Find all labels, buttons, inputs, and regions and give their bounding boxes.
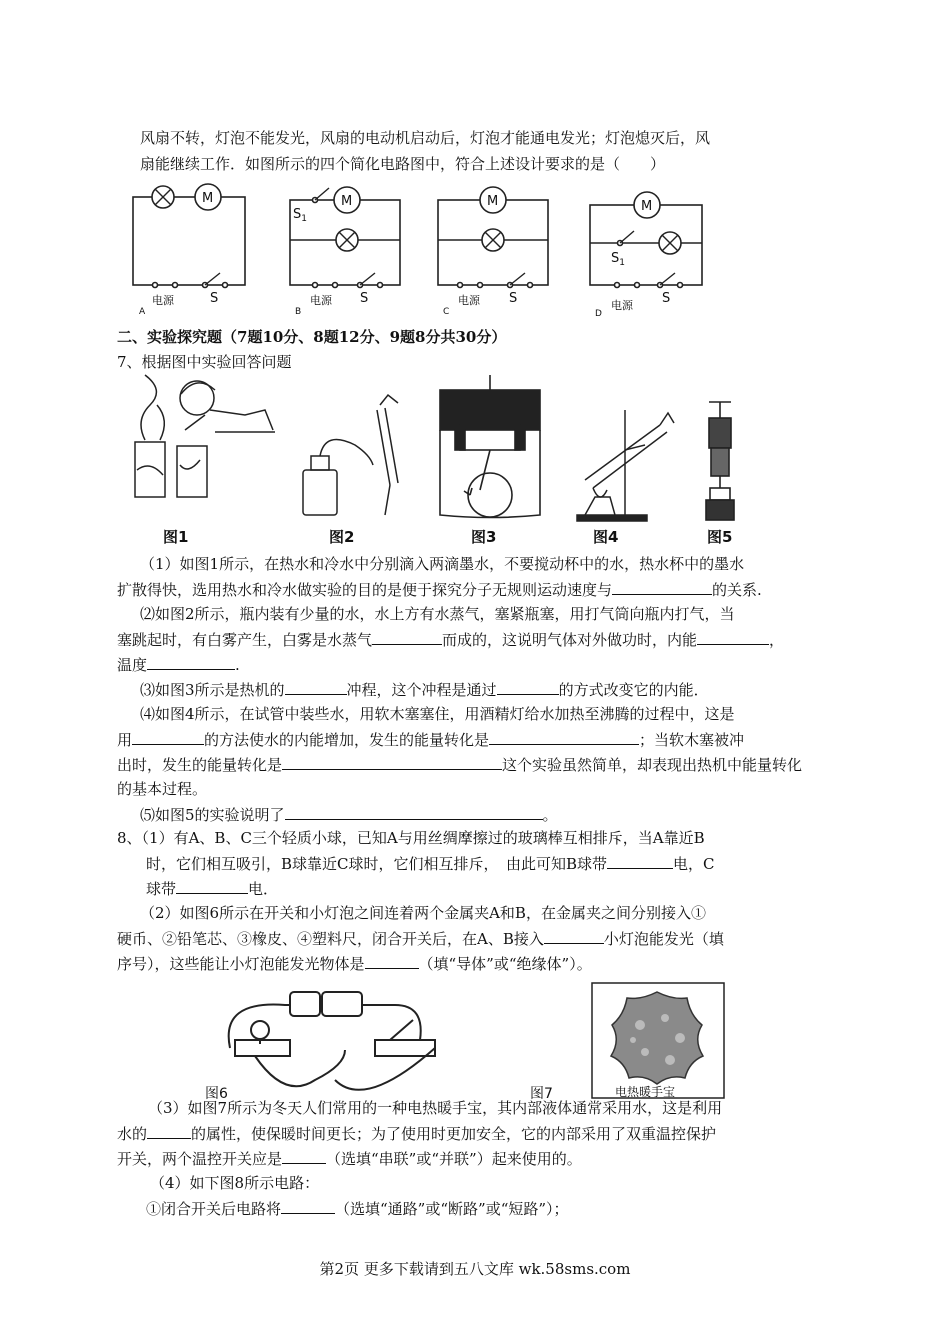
hand-warmer-image [611, 992, 703, 1084]
switch-label-a: S [210, 291, 219, 306]
q7-stem: 7、根据图中实验回答问题 [117, 353, 292, 371]
answer-blank[interactable] [612, 579, 712, 595]
q8-part3-line1: （3）如图7所示为冬天人们常用的一种电热暖手宝，其内部液体通常采用水，这是利用 [148, 1099, 723, 1117]
fig3-illustration [440, 375, 540, 518]
section-heading: 二、实验探究题（7题10分、8题12分、9题8分共30分） [117, 328, 507, 346]
answer-blank[interactable] [281, 1198, 335, 1214]
q7-part2-line3: 温度 . [117, 656, 240, 674]
q7-part4-line2: 用 的方法使水的内能增加，发生的能量转化是 ；当软木塞被冲 [117, 731, 745, 749]
source-label-d: 电源 [611, 299, 633, 312]
q7-part3: ⑶如图3所示是热机的 冲程，这个冲程是通过 的方式改变它的内能． [140, 681, 709, 699]
answer-blank[interactable] [497, 679, 559, 695]
fig5-illustration [706, 402, 734, 520]
q8-part3-line2: 水的 的属性，使保暖时间更长；为了使用时更加安全，它的内部采用了双重温控保护 [117, 1125, 717, 1143]
fig4-label: 图4 [593, 528, 619, 546]
q8-part1-line1: 8、（1）有A、B、C三个轻质小球，已知A与用丝绸摩擦过的玻璃棒互相排斥，当A靠近B [117, 829, 705, 847]
q6-text-line2: 扇能继续工作．如图所示的四个简化电路图中，符合上述设计要求的是（ ） [140, 155, 666, 173]
fig2-illustration [303, 395, 398, 515]
answer-blank[interactable] [607, 853, 673, 869]
q8-part3-line3: 开关，两个温控开关应是 （选填“串联”或“并联”）起来使用的。 [117, 1150, 582, 1168]
q7-part4-line3: 出时，发生的能量转化是 这个实验虽然简单，却表现出热机中能量转化 [117, 756, 803, 774]
s1-label-d: $S_1$ [611, 251, 625, 268]
page-footer: 第2页 更多下载请到五八文库 wk.58sms.com [319, 1260, 631, 1278]
motor-label-d: M [641, 199, 653, 214]
motor-label-a: M [202, 191, 214, 206]
fig7-caption: 电热暖手宝 [615, 1085, 676, 1099]
fig6-circuit [229, 992, 435, 1090]
s1-label-b: $S_1$ [293, 207, 307, 224]
fig7-label: 图7 [530, 1086, 553, 1100]
q8-part1-line3: 球带 电． [146, 880, 279, 898]
answer-blank[interactable] [697, 629, 769, 645]
answer-blank[interactable] [372, 629, 442, 645]
option-b-label: B [295, 307, 302, 317]
q8-part2-line3: 序号），这些能让小灯泡能发光物体是 （填“导体”或“绝缘体”）。 [117, 955, 592, 973]
answer-blank[interactable] [285, 679, 347, 695]
answer-blank[interactable] [489, 729, 639, 745]
q8-part4-line2: ①闭合开关后电路将 （选填“通路”或“断路”或“短路”）； [146, 1200, 569, 1218]
q7-part2-line2: 塞跳起时，有白雾产生，白雾是水蒸气 而成的，这说明气体对外做功时，内能 ， [117, 631, 785, 649]
q6-text-line1: 风扇不转，灯泡不能发光，风扇的电动机启动后，灯泡才能通电发光；灯泡熄灭后，风 [140, 129, 711, 147]
answer-blank[interactable] [544, 928, 604, 944]
answer-blank[interactable] [365, 953, 419, 969]
q7-part5: ⑸如图5的实验说明了 。 [140, 806, 558, 824]
fig3-label: 图3 [471, 528, 497, 546]
q7-part1-line2: 扩散得快，选用热水和冷水做实验的目的是便于探究分子无规则运动速度与 的关系. [117, 581, 762, 599]
answer-blank[interactable] [176, 878, 248, 894]
experiment-figures [115, 370, 775, 548]
fig5-label: 图5 [707, 528, 733, 546]
answer-blank[interactable] [132, 729, 204, 745]
fig1-illustration [135, 375, 275, 497]
answer-blank[interactable] [147, 1123, 191, 1139]
option-c-label: C [443, 307, 450, 317]
switch-label-c: S [509, 291, 518, 306]
motor-label-c: M [487, 194, 499, 209]
source-label-c: 电源 [458, 294, 480, 307]
q8-part2-line2: 硬币、②铅笔芯、③橡皮、④塑料尺，闭合开关后，在A、B接入 小灯泡能发光（填 [117, 930, 724, 948]
source-label-b: 电源 [310, 294, 332, 307]
q7-part4-line1: ⑷如图4所示，在试管中装些水，用软木塞塞住，用酒精灯给水加热至沸腾的过程中，这是 [140, 705, 735, 723]
answer-blank[interactable] [147, 654, 235, 670]
option-d-label: D [595, 309, 602, 319]
fig1-label: 图1 [163, 528, 189, 546]
fig6-label: 图6 [205, 1086, 228, 1100]
q7-part1-line1: （1）如图1所示，在热水和冷水中分别滴入两滴墨水，不要搅动杯中的水，热水杯中的墨水 [140, 555, 745, 573]
fig2-label: 图2 [329, 528, 355, 546]
q8-part1-line2: 时，它们相互吸引，B球靠近C球时，它们相互排斥， 由此可知B球带 电，C [146, 855, 715, 873]
q7-part2-line1: ⑵如图2所示，瓶内装有少量的水，水上方有水蒸气，塞紧瓶塞，用打气筒向瓶内打气，当 [140, 605, 735, 623]
q8-part2-line1: （2）如图6所示在开关和小灯泡之间连着两个金属夹A和B，在金属夹之间分别接入① [140, 904, 706, 922]
answer-blank[interactable] [282, 754, 502, 770]
option-a-label: A [139, 307, 146, 317]
circuit-options-figure [125, 180, 715, 320]
source-label-a: 电源 [152, 294, 174, 307]
answer-blank[interactable] [285, 804, 543, 820]
q7-part4-line4: 的基本过程。 [117, 780, 208, 798]
switch-label-b: S [360, 291, 369, 306]
switch-label-d: S [662, 291, 671, 306]
motor-label-b: M [341, 194, 353, 209]
fig4-illustration [577, 410, 674, 521]
q8-part4-line1: （4）如下图8所示电路： [150, 1174, 320, 1192]
answer-blank[interactable] [282, 1148, 326, 1164]
fig6-fig7-figure [195, 980, 735, 1100]
